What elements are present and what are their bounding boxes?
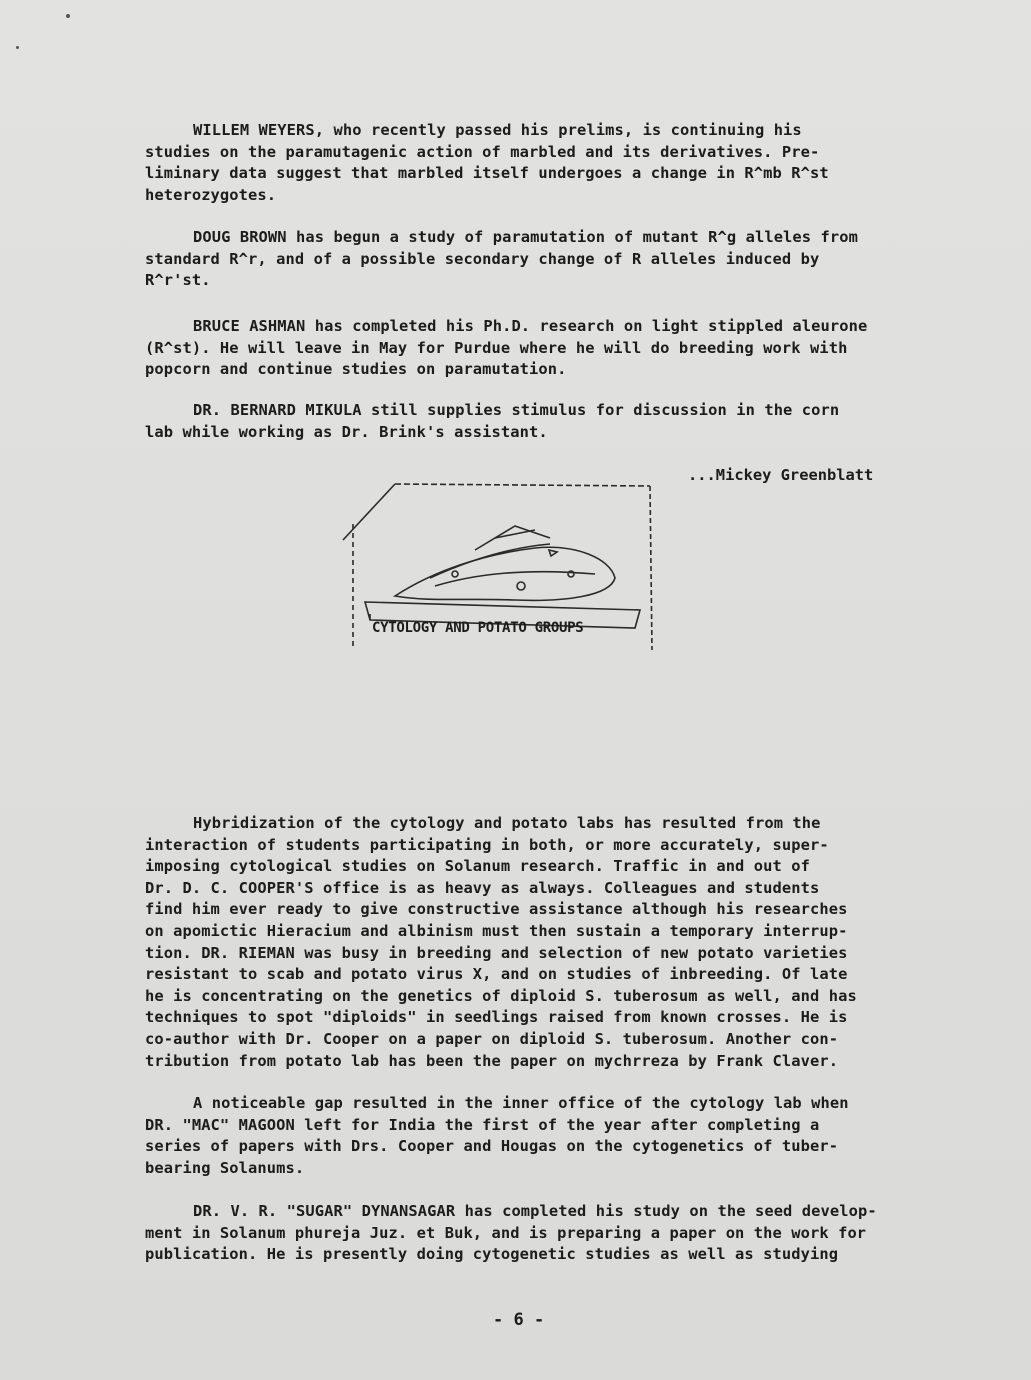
text-line: co-author with Dr. Cooper on a paper on diploid S. tuberosum. Another con- bbox=[145, 1029, 839, 1048]
paragraph-hybridization bbox=[145, 813, 935, 1072]
text-line: liminary data suggest that marbled itself undergoes a change in R^mb R^st bbox=[145, 164, 829, 183]
text-line: DR. "MAC" MAGOON left for India the first of the year after completing a bbox=[145, 1115, 820, 1134]
text-line: on apomictic Hieracium and albinism must then sustain a temporary interrup- bbox=[145, 921, 848, 940]
text-line: lab while working as Dr. Brink's assistant. bbox=[145, 422, 548, 441]
text-line: studies on the paramutagenic action of marbled and its derivatives. Pre- bbox=[145, 142, 820, 161]
text-line: bearing Solanums. bbox=[145, 1158, 305, 1177]
text-line: publication. He is presently doing cytogenetic studies as well as studying bbox=[145, 1245, 839, 1264]
text-line: heterozygotes. bbox=[145, 185, 277, 204]
page-number: - 6 - bbox=[493, 1310, 545, 1330]
text-line: tribution from potato lab has been the paper on mychrreza by Frank Claver. bbox=[145, 1051, 839, 1070]
text-line: WILLEM WEYERS, who recently passed his prelims, is continuing his bbox=[193, 121, 802, 139]
text-line: BRUCE ASHMAN has completed his Ph.D. research on light stippled aleurone bbox=[193, 317, 868, 335]
text-line: R^r'st. bbox=[145, 271, 211, 290]
figure-caption: CYTOLOGY AND POTATO GROUPS bbox=[372, 620, 584, 636]
text-line: Hybridization of the cytology and potato labs has resulted from the bbox=[193, 814, 821, 832]
text-line: DR. V. R. "SUGAR" DYNANSAGAR has completed his study on the seed develop- bbox=[193, 1202, 877, 1220]
text-line: A noticeable gap resulted in the inner office of the cytology lab when bbox=[193, 1094, 849, 1112]
paragraph-weyers bbox=[145, 120, 935, 206]
paragraph-ashman bbox=[145, 316, 935, 381]
text-line: imposing cytological studies on Solanum research. Traffic in and out of bbox=[145, 857, 810, 876]
text-line: he is concentrating on the genetics of diploid S. tuberosum as well, and has bbox=[145, 986, 857, 1005]
text-line: standard R^r, and of a possible secondary change of R alleles induced by bbox=[145, 249, 820, 268]
text-line: tion. DR. RIEMAN was busy in breeding and selection of new potato varieties bbox=[145, 943, 848, 962]
margin-speck bbox=[16, 46, 19, 49]
text-line: ment in Solanum phureja Juz. et Buk, and is preparing a paper on the work for bbox=[145, 1223, 867, 1242]
text-line: Dr. D. C. COOPER'S office is as heavy as always. Colleagues and students bbox=[145, 878, 820, 897]
paragraph-brown bbox=[145, 227, 935, 292]
text-line: interaction of students participating in both, or more accurately, super- bbox=[145, 835, 829, 854]
text-line: popcorn and continue studies on paramutation. bbox=[145, 360, 567, 379]
text-line: resistant to scab and potato virus X, and on studies of inbreeding. Of late bbox=[145, 965, 848, 984]
text-line: find him ever ready to give constructive assistance although his researches bbox=[145, 900, 848, 919]
text-line: (R^st). He will leave in May for Purdue where he will do breeding work with bbox=[145, 338, 848, 357]
text-line: series of papers with Drs. Cooper and Hougas on the cytogenetics of tuber- bbox=[145, 1137, 839, 1156]
margin-speck bbox=[66, 14, 70, 18]
text-line: techniques to spot "diploids" in seedlings raised from known crosses. He is bbox=[145, 1008, 848, 1027]
text-line: DR. BERNARD MIKULA still supplies stimulus for discussion in the corn bbox=[193, 401, 840, 419]
paragraph-mikula bbox=[145, 400, 935, 443]
paragraph-dynansagar bbox=[145, 1201, 935, 1266]
text-line: DOUG BROWN has begun a study of paramutation of mutant R^g alleles from bbox=[193, 228, 858, 246]
author-signature: ...Mickey Greenblatt bbox=[688, 466, 874, 484]
paragraph-magoon bbox=[145, 1093, 935, 1179]
